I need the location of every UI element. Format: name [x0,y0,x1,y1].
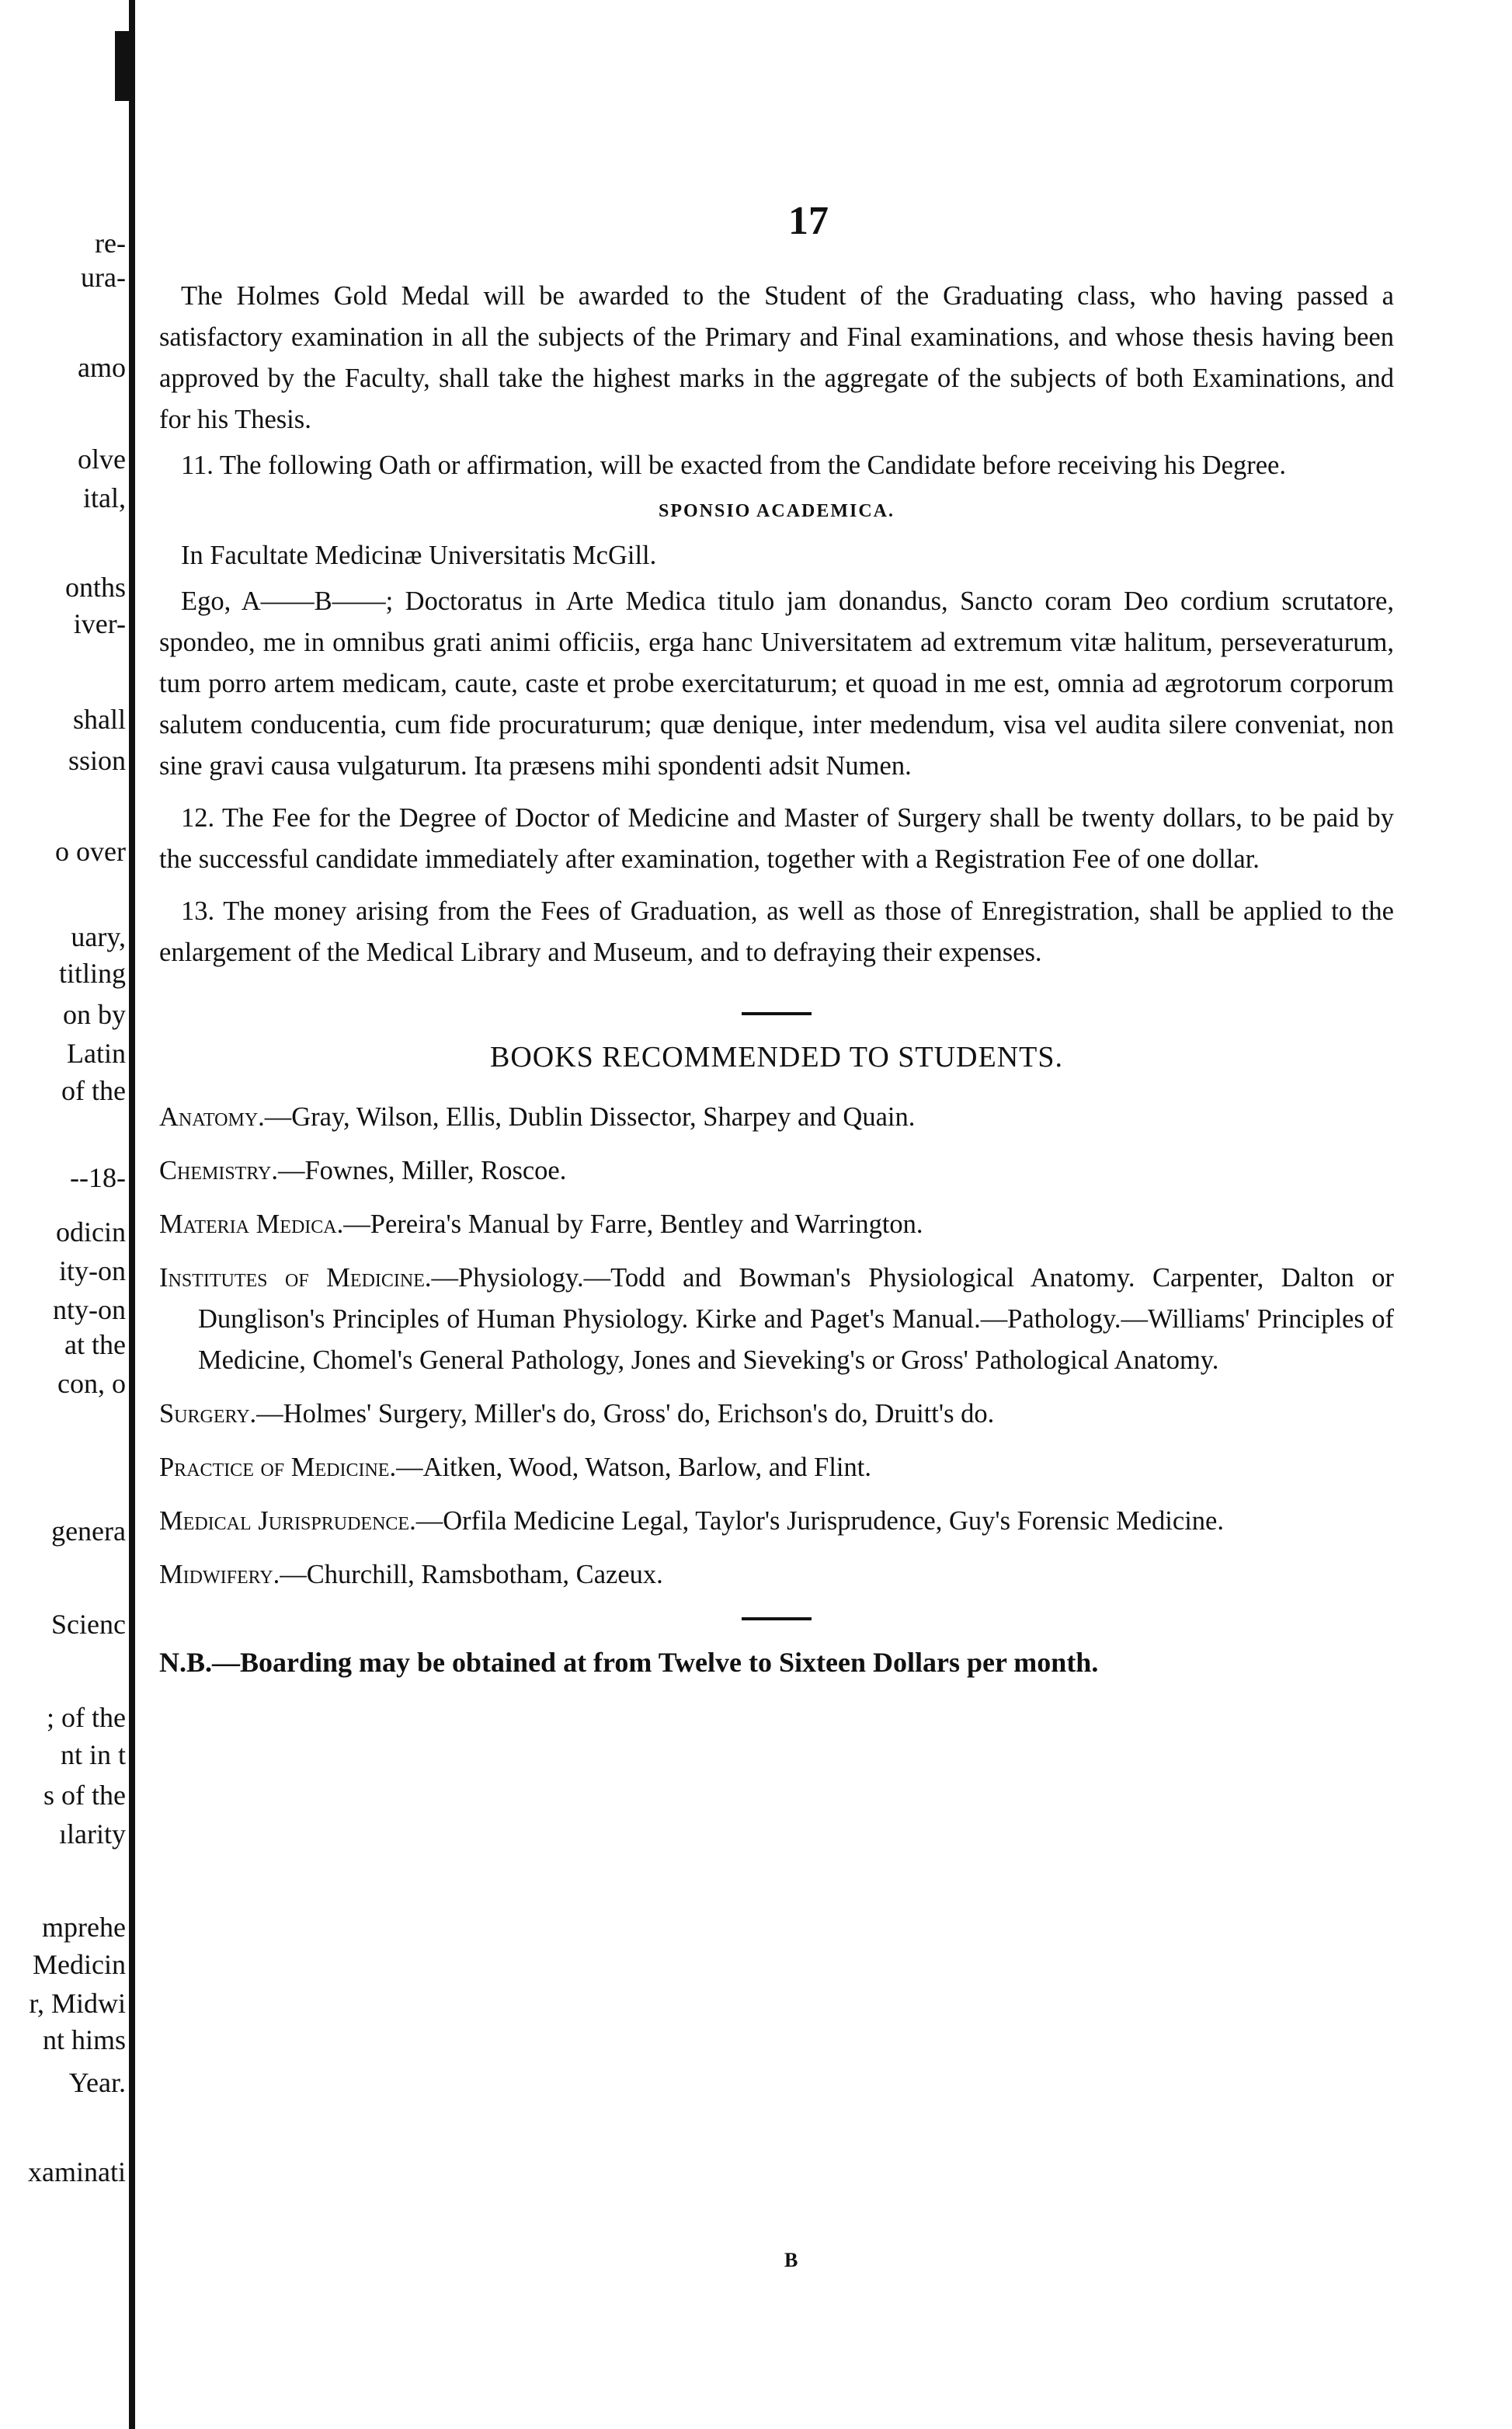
margin-fragment: at the [64,1329,126,1360]
margin-fragment: olve [78,444,126,475]
margin-fragment: ; of the [47,1702,126,1733]
book-titles: —Churchill, Ramsbotham, Cazeux. [280,1560,663,1589]
boarding-note: N.B.—Boarding may be obtained at from Twelve to Sixteen Dollars per month. [159,1647,1099,1678]
book-titles: —Orfila Medicine Legal, Taylor's Jurisprudence, Guy's Forensic Medicine. [415,1506,1224,1536]
book-entry [159,1150,1394,1192]
money-paragraph: 13. The money arising from the Fees of Graduation, as well as those of Enregistration, shall be applied to the enlargement of the Medical Library and Museum, and to defraying their expenses. [159,896,1394,967]
margin-fragment: on by [63,999,126,1030]
books-heading: BOOKS RECOMMENDED TO STUDENTS. [490,1041,1063,1074]
margin-fragment: iver- [73,608,126,639]
fee-paragraph: 12. The Fee for the Degree of Doctor of Medicine and Master of Surgery shall be twenty dollars, to be paid by the successful candidate immediately after examination, together with a Registration Fee of one dollar. [159,803,1394,874]
margin-fragment: titling [58,958,126,989]
margin-fragment: shall [73,704,126,735]
margin-fragment: o over [55,836,126,867]
margin-fragment: amo [78,352,126,383]
book-subject: Anatomy. [159,1102,265,1132]
margin-fragment: genera [51,1516,126,1547]
book-subject: Midwifery. [159,1560,280,1589]
section-divider [742,1012,812,1015]
margin-fragment: of the [61,1075,126,1106]
sponsio-facultate: In Facultate Medicinæ Universitatis McGill. [181,541,657,570]
margin-fragment: --18- [70,1162,126,1193]
margin-fragment: ura- [81,262,126,293]
margin-fragment: uary, [71,921,126,952]
margin-fragment: con, o [57,1368,126,1399]
book-titles: —Gray, Wilson, Ellis, Dublin Dissector, Sharpey and Quain. [264,1102,916,1132]
book-titles: —Pereira's Manual by Farre, Bentley and Warrington. [343,1209,923,1239]
book-titles: —Holmes' Surgery, Miller's do, Gross' do, Erichson's do, Druitt's do. [256,1399,995,1429]
margin-fragment: Year. [68,2067,126,2098]
margin-fragment: ity-on [59,1255,126,1286]
previous-page-margin [0,0,129,2429]
book-subject: Medical Jurisprudence. [159,1506,416,1536]
book-entry [159,1501,1394,1542]
margin-fragment: mprehe [42,1912,126,1943]
margin-fragment: ılarity [59,1818,126,1850]
sponsio-text: Ego, A——B——; Doctoratus in Arte Medica titulo jam donandus, Sancto coram Deo cordium scrutatore, spondeo, me in omnibus grati animi officiis, erga hanc Universitatem ad extremum vitæ halitum, perseveraturum, tum porro artem medicam, caute, caste et probe exercitaturum; et quoad in me est, omnia ad ægrotorum corporum salutem conducentia, cum fide procuraturum; quæ denique, inter medendum, visa vel audita silere conveniat, non sine gravi causa vulgaturum. Ita præsens mihi spondenti adsit Numen. [159,586,1394,781]
margin-fragment: ssion [68,745,126,776]
book-entry [159,1394,1394,1435]
book-entry [159,1258,1394,1381]
book-subject: Practice of Medicine. [159,1453,397,1482]
margin-fragment: re- [95,228,126,259]
book-titles: —Aitken, Wood, Watson, Barlow, and Flint. [396,1453,871,1482]
page-body [159,276,1394,1683]
margin-fragment: ital, [83,482,126,513]
note-divider [742,1617,812,1620]
margin-fragment: nty-on [53,1294,126,1325]
oath-intro-paragraph: 11. The following Oath or affirmation, will be exacted from the Candidate before receiving his Degree. [181,451,1286,480]
margin-fragment: odicin [56,1216,126,1248]
book-subject: Chemistry. [159,1156,278,1185]
margin-fragment: onths [64,572,126,603]
margin-fragment: nt hims [42,2024,126,2055]
book-titles: —Physiology.—Todd and Bowman's Physiological Anatomy. Carpenter, Dalton or Dunglison's Principles of Human Physiology. Kirke and Paget's Manual.—Pathology.—Williams' Principles of Medicine, Chomel's General Pathology, Jones and Sieveking's or Gross' Pathological Anatomy. [198,1263,1394,1375]
book-entry [159,1204,1394,1245]
margin-fragment: Latin [67,1038,126,1069]
book-titles: —Fownes, Miller, Roscoe. [277,1156,567,1185]
holmes-medal-paragraph: The Holmes Gold Medal will be awarded to the Student of the Graduating class, who having passed a satisfactory examination in all the subjects of the Primary and Final examinations, and whose thesis having been approved by the Faculty, shall take the highest marks in the aggregate of the subjects of both Examinations, and for his Thesis. [159,281,1394,434]
book-entry [159,1447,1394,1488]
margin-fragment: Scienc [51,1609,126,1640]
margin-fragment: s of the [43,1780,126,1811]
signature-mark: B [784,2249,798,2271]
book-spine [129,0,135,2429]
margin-fragment: nt in t [60,1739,126,1770]
books-list [159,1097,1394,1596]
margin-fragment: r, Midwi [29,1988,126,2019]
book-subject: Materia Medica. [159,1209,344,1239]
page-number: 17 [788,199,829,243]
book-entry [159,1097,1394,1138]
book-entry [159,1554,1394,1596]
book-subject: Surgery. [159,1399,257,1429]
margin-fragment: xaminati [28,2156,126,2187]
book-subject: Institutes of Medicine. [159,1263,432,1293]
margin-fragment: Medicin [33,1949,126,1980]
sponsio-heading: SPONSIO ACADEMICA. [658,501,895,521]
